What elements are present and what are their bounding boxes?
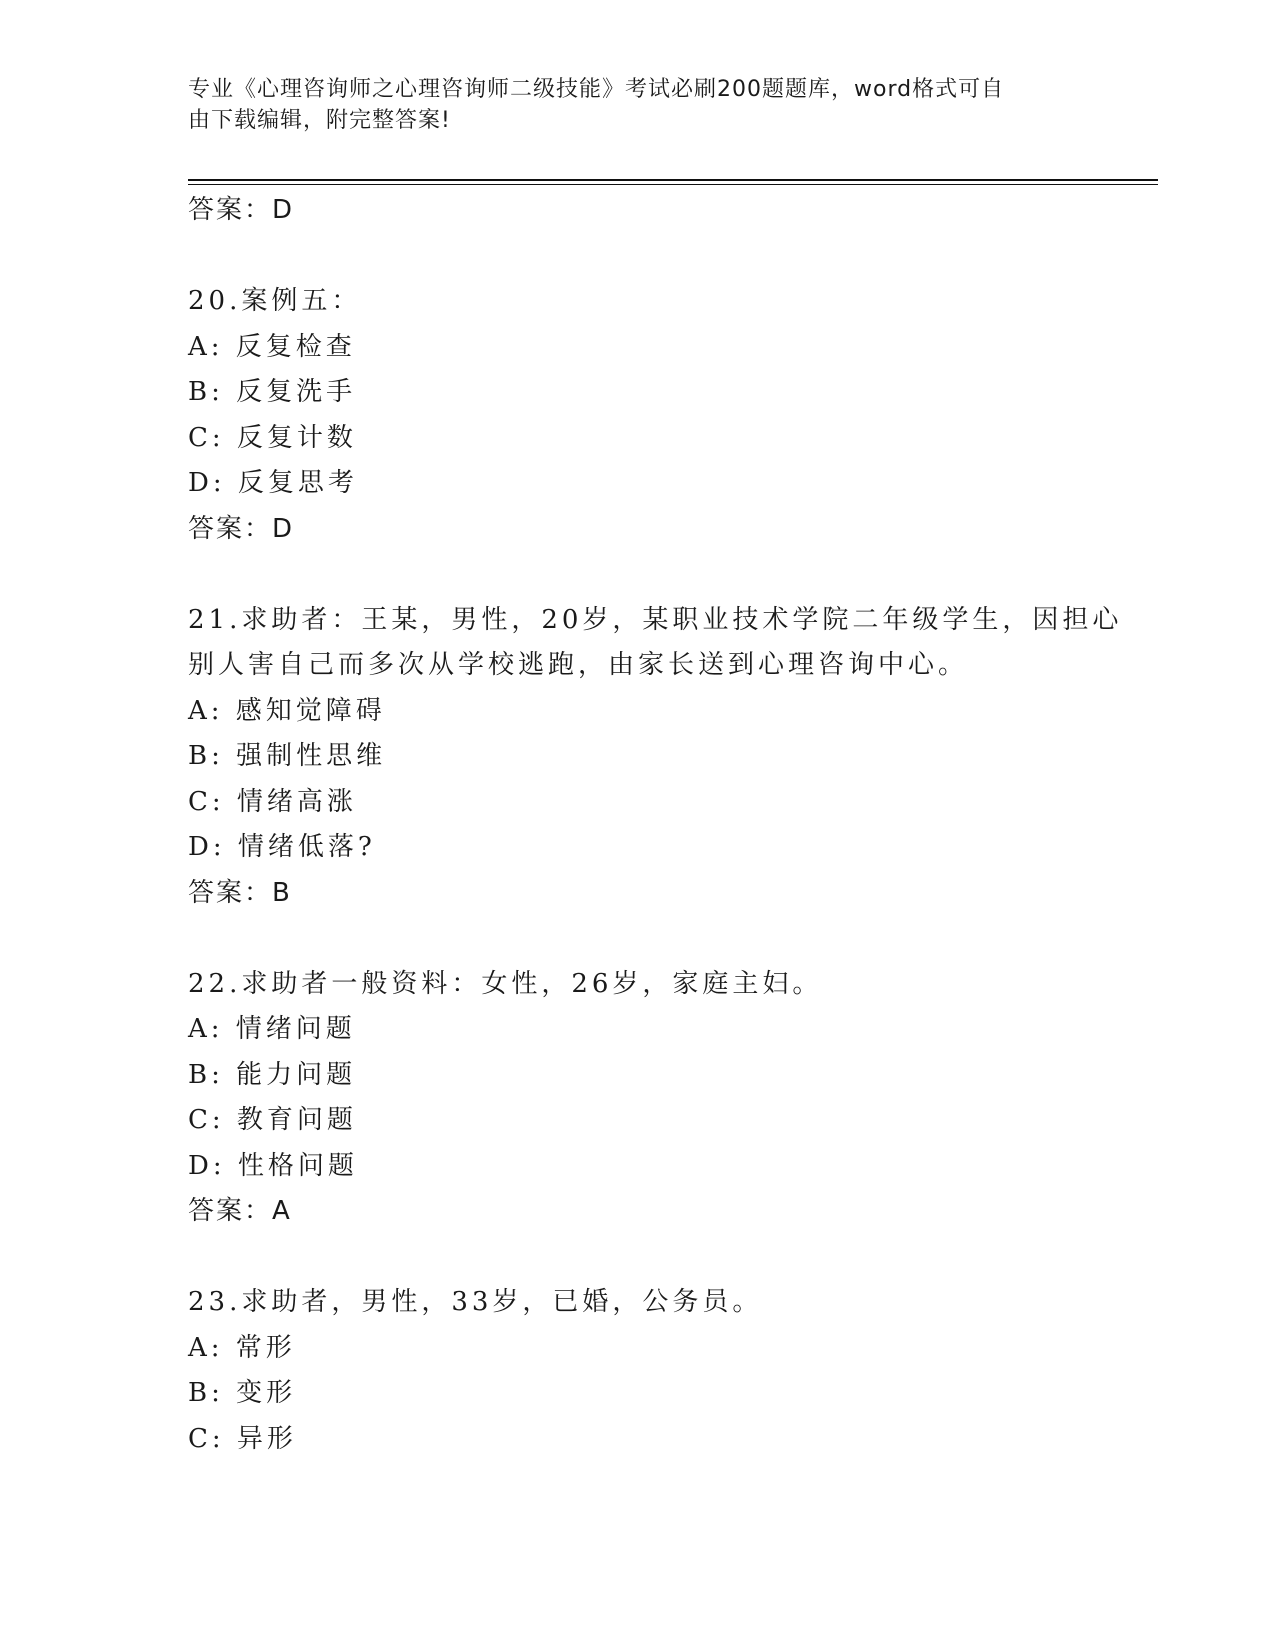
q22-option-d: D: 性格问题 <box>188 1150 358 1181</box>
q21-option-b: B: 强制性思维 <box>188 741 387 771</box>
question-21-line-1: 21.求助者：王某，男性，20岁，某职业技术学院二年级学生，因担心 <box>188 604 1123 635</box>
previous-answer: 答案：D <box>188 195 295 225</box>
header-rule-thick <box>188 179 1158 181</box>
q21-option-a: A: 感知觉障碍 <box>188 695 386 726</box>
q20-answer: 答案：D <box>188 513 295 544</box>
spacer <box>188 552 1088 598</box>
document-header <box>188 74 1078 136</box>
spacer <box>188 1235 1088 1281</box>
q22-answer: 答案：A <box>188 1196 292 1226</box>
q22-option-a: A: 情绪问题 <box>188 1014 356 1044</box>
q21-option-d: D: 情绪低落? <box>188 832 376 862</box>
q21-option-c: C: 情绪高涨 <box>188 786 357 817</box>
q22-option-c: C: 教育问题 <box>188 1105 357 1135</box>
question-20: 20.案例五： <box>188 286 362 316</box>
question-22: 22.求助者一般资料：女性，26岁，家庭主妇。 <box>188 968 823 999</box>
header-line-2: 由下载编辑，附完整答案! <box>188 108 451 133</box>
header-line-1: 专业《心理咨询师之心理咨询师二级技能》考试必刷200题题库，word格式可自 <box>188 77 1005 102</box>
spacer <box>188 916 1088 962</box>
q20-option-a: A: 反复检查 <box>188 331 356 362</box>
q22-option-b: B: 能力问题 <box>188 1059 357 1090</box>
q23-option-c: C: 异形 <box>188 1423 297 1454</box>
question-23: 23.求助者，男性，33岁，已婚，公务员。 <box>188 1287 763 1317</box>
q20-option-c: C: 反复计数 <box>188 422 357 453</box>
question-21-line-2: 别人害自己而多次从学校逃跑，由家长送到心理咨询中心。 <box>188 650 969 680</box>
q23-option-b: B: 变形 <box>188 1378 297 1408</box>
q20-option-b: B: 反复洗手 <box>188 377 357 407</box>
q21-answer: 答案：B <box>188 877 292 908</box>
q20-option-d: D: 反复思考 <box>188 468 358 498</box>
document-body <box>188 188 1123 1462</box>
q23-option-a: A: 常形 <box>188 1332 296 1363</box>
header-rule-thin <box>188 184 1158 185</box>
spacer <box>188 234 1088 280</box>
